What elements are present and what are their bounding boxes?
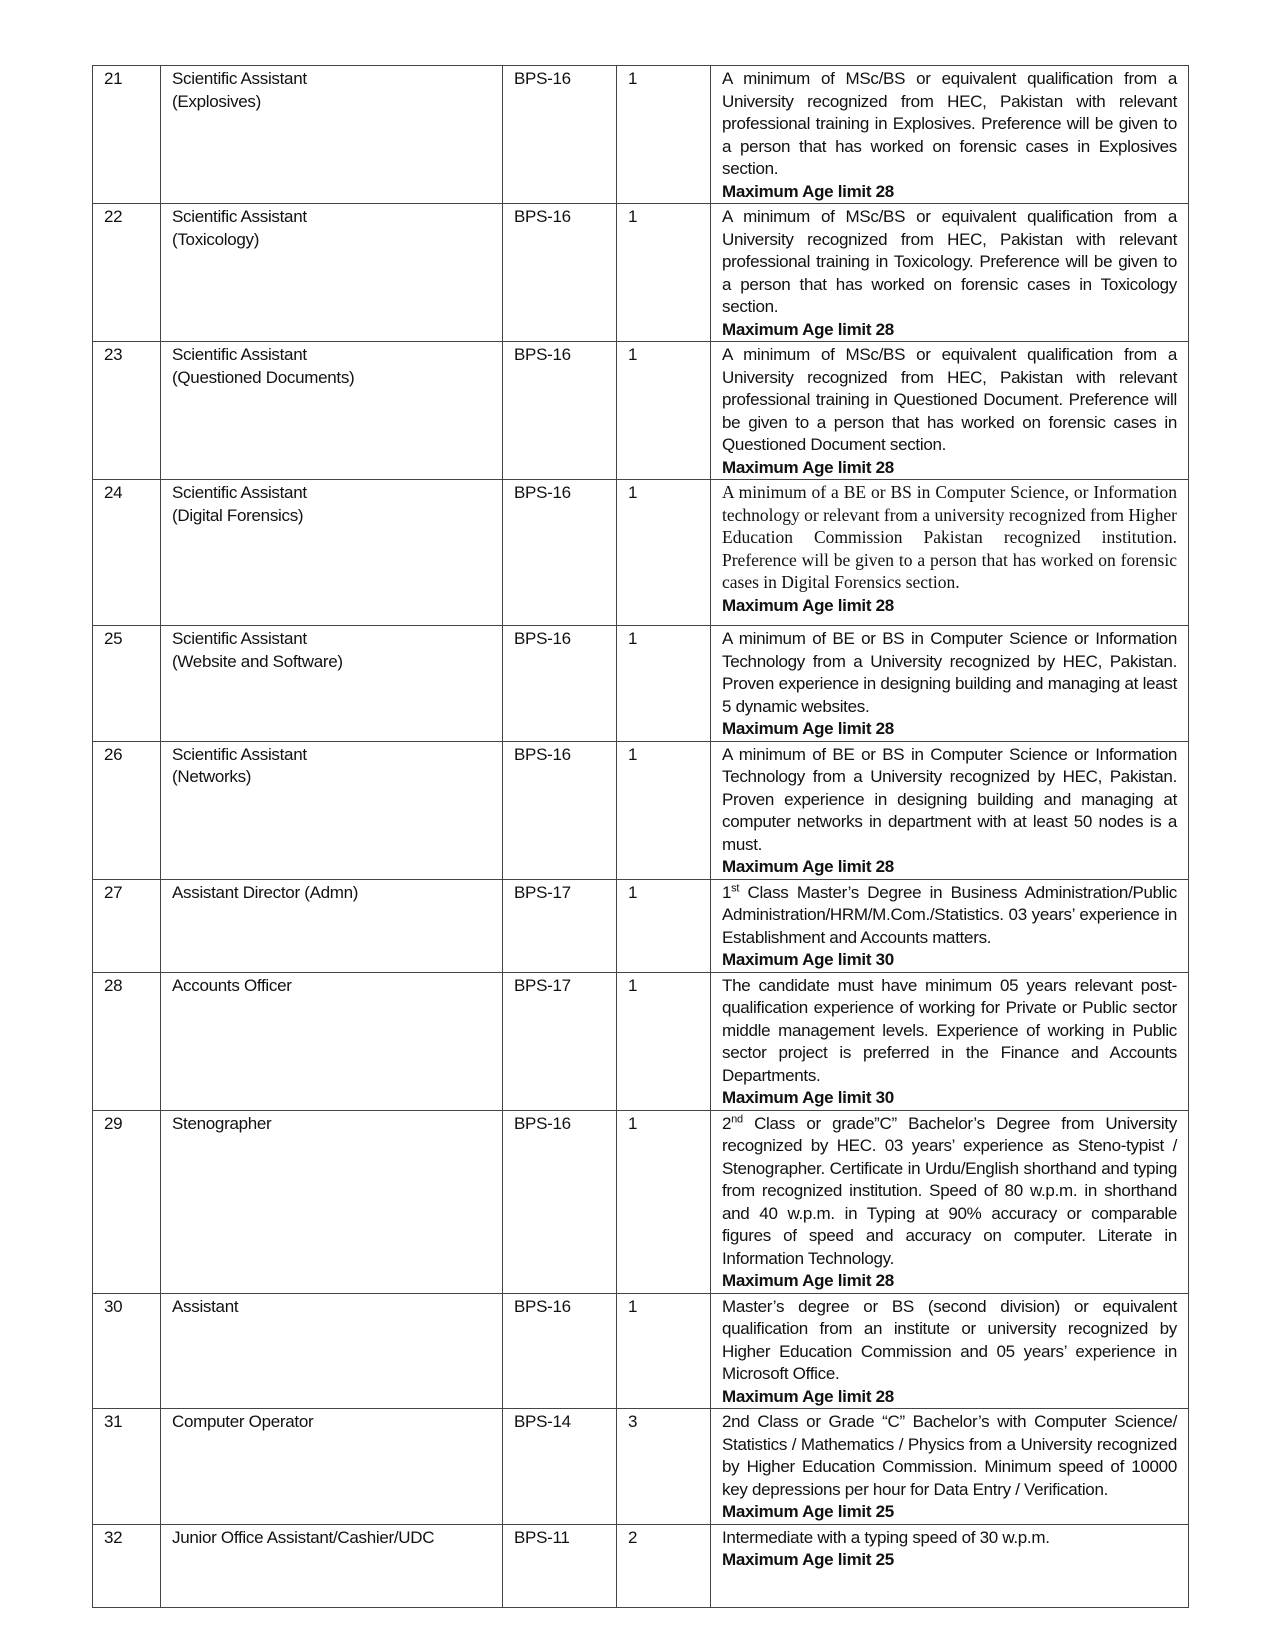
post-title [161,342,503,480]
table-row [93,1293,1189,1409]
serial-number: 25 [93,626,161,742]
post-name: Scientific Assistant [172,345,307,364]
post-specialization: (Networks) [172,767,252,786]
post-count: 1 [617,480,711,626]
post-title [161,972,503,1110]
table-row [93,741,1189,879]
qualification [711,204,1189,342]
qualification-text: 2nd Class or Grade “C” Bachelor’s with Computer Science/ Statistics / Mathematics / Physics from a University recognized by Higher Education Commission. Minimum speed of 10000 key depressions per hour for Data Entry / Verification. [722,1412,1177,1499]
age-limit: Maximum Age limit 25 [722,1502,894,1521]
serial-number: 26 [93,741,161,879]
table-row [93,204,1189,342]
age-limit: Maximum Age limit 28 [722,319,894,339]
pay-scale: BPS-16 [503,741,617,879]
table-row [93,1524,1189,1607]
age-limit: Maximum Age limit 30 [722,950,894,969]
qualification [711,972,1189,1110]
pay-scale: BPS-16 [503,626,617,742]
age-limit: Maximum Age limit 28 [722,181,894,201]
qualification [711,626,1189,742]
post-count: 1 [617,204,711,342]
post-name: Assistant Director (Admn) [172,882,359,902]
table-row [93,1409,1189,1525]
age-limit: Maximum Age limit 28 [722,1271,894,1290]
age-limit: Maximum Age limit 30 [722,1088,894,1107]
post-title [161,879,503,972]
post-name: Scientific Assistant [172,744,307,764]
pay-scale: BPS-16 [503,66,617,204]
table-row [93,66,1189,204]
qualification [711,66,1189,204]
pay-scale: BPS-17 [503,879,617,972]
table-row [93,480,1189,626]
age-limit: Maximum Age limit 28 [722,1386,894,1406]
post-title [161,480,503,626]
pay-scale: BPS-16 [503,480,617,626]
pay-scale: BPS-14 [503,1409,617,1525]
qualification [711,342,1189,480]
qualification-text: Class or grade”C” Bachelor’s Degree from University recognized by HEC. 03 years’ experience as Steno-typist / Stenographer. Certificate in Urdu/English shorthand and typing from recognized institution. Speed of 80 w.p.m. in shorthand and 40 w.p.m. in Typing at 90% accuracy or comparable figures of speed and accuracy on computer. Literate in Information Technology. [722,1113,1177,1268]
table-row [93,342,1189,480]
serial-number: 27 [93,879,161,972]
table-row [93,626,1189,742]
post-name: Junior Office Assistant/Cashier/UDC [172,1527,435,1547]
ordinal-number: 2 [722,1113,732,1133]
qualification-text: A minimum of MSc/BS or equivalent qualification from a University recognized from HEC, Pakistan with relevant professional training in Explosives. Preference will be given to a person that has worked on forensic cases in Explosives section. [722,69,1177,178]
serial-number: 24 [93,480,161,626]
qualification-text: Class Master’s Degree in Business Administration/Public Administration/HRM/M.Com./Statistics. 03 years’ experience in Establishment and Accounts matters. [722,882,1177,947]
post-title [161,204,503,342]
post-count: 1 [617,879,711,972]
pay-scale: BPS-16 [503,204,617,342]
qualification-text: Master’s degree or BS (second division) or equivalent qualification from an institute or university recognized by Higher Education Commission and 05 years’ experience in Microsoft Office. [722,1296,1177,1383]
post-name: Scientific Assistant [172,207,307,226]
post-count: 1 [617,1110,711,1293]
post-name: Scientific Assistant [172,69,307,88]
post-specialization: (Website and Software) [172,651,343,671]
post-name: Stenographer [172,1113,272,1133]
post-specialization: (Digital Forensics) [172,505,304,525]
qualification [711,1293,1189,1409]
qualification-text: Intermediate with a typing speed of 30 w.p.m. [722,1527,1050,1547]
post-name: Assistant [172,1296,239,1316]
table-row [93,972,1189,1110]
serial-number: 21 [93,66,161,204]
qualification [711,1110,1189,1293]
ordinal-suffix: nd [731,1112,743,1125]
post-count: 1 [617,972,711,1110]
post-count: 1 [617,1293,711,1409]
age-limit: Maximum Age limit 28 [722,457,894,477]
post-count: 1 [617,741,711,879]
qualification-text: A minimum of BE or BS in Computer Science or Information Technology from a University recognized by HEC, Pakistan. Proven experience in designing building and managing at least 5 dynamic websites. [722,629,1177,716]
serial-number: 30 [93,1293,161,1409]
post-count: 2 [617,1524,711,1607]
serial-number: 28 [93,972,161,1110]
post-name: Accounts Officer [172,975,292,995]
post-specialization: (Explosives) [172,91,261,111]
post-count: 1 [617,66,711,204]
post-title [161,741,503,879]
post-count: 3 [617,1409,711,1525]
qualification [711,1409,1189,1525]
pay-scale: BPS-16 [503,1293,617,1409]
pay-scale: BPS-17 [503,972,617,1110]
post-count: 1 [617,626,711,742]
table-row [93,1110,1189,1293]
qualification-text: A minimum of BE or BS in Computer Science or Information Technology from a University recognized by HEC, Pakistan. Proven experience in designing building and managing at computer networks in department with at least 50 nodes is a must. [722,744,1177,854]
serial-number: 29 [93,1110,161,1293]
qualification [711,480,1189,626]
post-title [161,66,503,204]
qualification-text: The candidate must have minimum 05 years relevant post-qualification experience of working for Private or Public sector middle management levels. Experience of working in Public sector project is preferred in the Finance and Accounts Departments. [722,975,1177,1085]
post-title [161,1409,503,1525]
post-title [161,1524,503,1607]
qualification [711,741,1189,879]
age-limit: Maximum Age limit 28 [722,857,894,876]
qualification [711,1524,1189,1607]
vacancy-table [92,65,1189,1608]
pay-scale: BPS-16 [503,1110,617,1293]
qualification [711,879,1189,972]
post-name: Scientific Assistant [172,629,307,648]
pay-scale: BPS-16 [503,342,617,480]
serial-number: 23 [93,342,161,480]
ordinal-number: 1 [722,882,732,902]
age-limit: Maximum Age limit 28 [722,595,894,615]
post-name: Scientific Assistant [172,483,307,502]
post-name: Computer Operator [172,1412,314,1431]
age-limit: Maximum Age limit 25 [722,1550,894,1569]
qualification-text: A minimum of MSc/BS or equivalent qualification from a University recognized from HEC, Pakistan with relevant professional training in Toxicology. Preference will be given to a person that has worked on forensic cases in Toxicology section. [722,207,1177,316]
serial-number: 32 [93,1524,161,1607]
post-count: 1 [617,342,711,480]
pay-scale: BPS-11 [503,1524,617,1607]
post-title [161,1110,503,1293]
qualification-text: A minimum of MSc/BS or equivalent qualification from a University recognized from HEC, Pakistan with relevant professional training in Questioned Document. Preference will be given to a person that has worked on forensic cases in Questioned Document section. [722,345,1177,454]
ordinal-suffix: st [731,881,740,894]
age-limit: Maximum Age limit 28 [722,719,894,738]
qualification-text: A minimum of a BE or BS in Computer Science, or Information technology or relevant from a university recognized from Higher Education Commission Pakistan recognized institution. Preference will be given to a person that has worked on forensic cases in Digital Forensics section. [722,482,1177,592]
table-row [93,879,1189,972]
serial-number: 31 [93,1409,161,1525]
post-specialization: (Toxicology) [172,229,260,249]
post-title [161,626,503,742]
post-specialization: (Questioned Documents) [172,367,355,387]
serial-number: 22 [93,204,161,342]
post-title [161,1293,503,1409]
